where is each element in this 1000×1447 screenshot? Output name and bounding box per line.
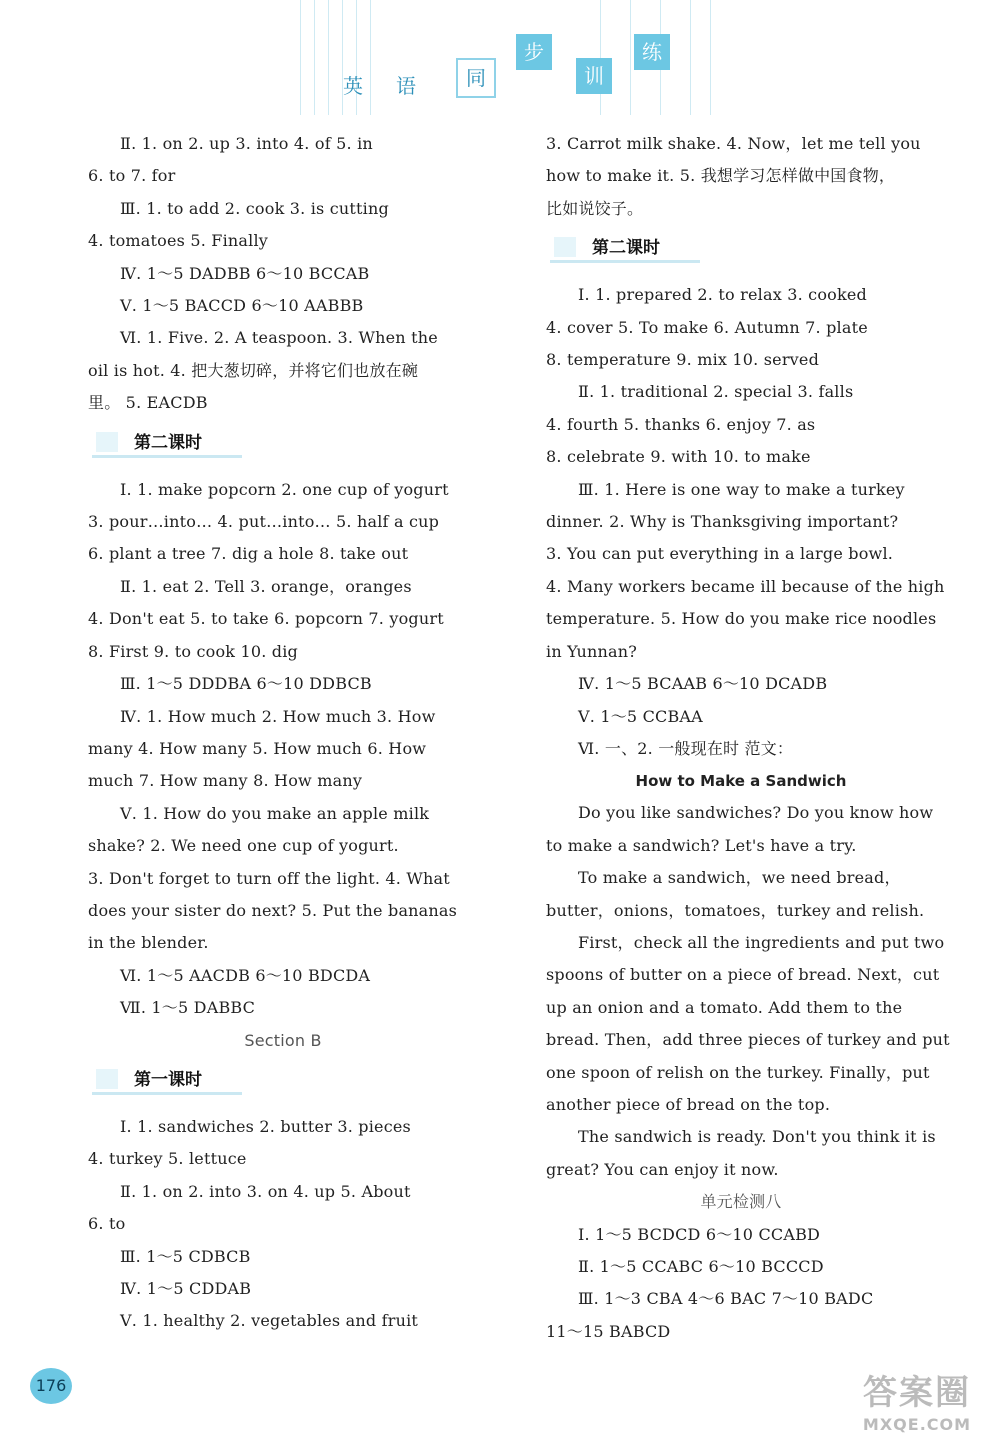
lesson-heading	[546, 229, 936, 269]
answer-line: in the blender.	[88, 933, 209, 953]
answer-line: how to make it. 5. 我想学习怎样做中国食物，	[546, 166, 896, 186]
answer-line: Ⅴ. 1. healthy 2. vegetables and fruit	[120, 1311, 419, 1331]
answer-line: Ⅲ. 1～5 CDBCB	[120, 1246, 251, 1266]
answer-line: Ⅳ. 1～5 DADBB 6～10 BCCAB	[120, 263, 370, 283]
answer-line: 4. tomatoes 5. Finally	[88, 231, 269, 251]
answer-line: 4. fourth 5. thanks 6. enjoy 7. as	[546, 414, 816, 434]
watermark-text: 答案圈	[863, 1373, 971, 1413]
answer-line: Ⅶ. 1～5 DABBC	[120, 998, 256, 1018]
answer-line: 6. to	[88, 1214, 126, 1234]
answer-line: Ⅲ. 1～5 DDDBA 6～10 DDBCB	[120, 674, 372, 694]
answer-line: Ⅲ. 1～3 CBA 4～6 BAC 7～10 BADC	[578, 1289, 874, 1309]
essay-line: another piece of bread on the top.	[546, 1094, 831, 1114]
answer-line: 4. turkey 5. lettuce	[88, 1149, 247, 1169]
answer-line: Ⅴ. 1～5 CCBAA	[578, 706, 703, 726]
header-char-lian: 练	[634, 34, 670, 70]
answer-line: temperature. 5. How do you make rice noodles	[546, 609, 937, 629]
answer-line: 4. Don't eat 5. to take 6. popcorn 7. yogurt	[88, 609, 444, 629]
answer-line: 8. temperature 9. mix 10. served	[546, 350, 820, 370]
unit-test-label: 单元检测八	[700, 1192, 782, 1212]
essay-line: one spoon of relish on the turkey. Finally，put	[546, 1062, 930, 1082]
answer-line: much 7. How many 8. How many	[88, 771, 363, 791]
essay-line: butter，onions，tomatoes，turkey and relish.	[546, 900, 925, 920]
answer-line: Ⅰ. 1. make popcorn 2. one cup of yogurt	[120, 479, 449, 499]
essay-line: bread. Then，add three pieces of turkey and put	[546, 1030, 950, 1050]
page-number: 176	[30, 1368, 72, 1404]
section-label: Section B	[244, 1030, 322, 1050]
header-char-ying: 英	[343, 74, 363, 98]
answer-line: Ⅱ. 1. eat 2. Tell 3. orange，oranges	[120, 576, 412, 596]
answer-line: 比如说饺子。	[546, 198, 644, 218]
answer-line: Ⅱ. 1. on 2. up 3. into 4. of 5. in	[120, 134, 373, 153]
answer-line: Ⅳ. 1. How much 2. How much 3. How	[120, 706, 436, 726]
answer-line: Ⅳ. 1～5 BCAAB 6～10 DCADB	[578, 674, 828, 694]
answer-line: 11～15 BABCD	[546, 1321, 671, 1341]
essay-line: great? You can enjoy it now.	[546, 1159, 779, 1179]
answer-line: Ⅰ. 1. sandwiches 2. butter 3. pieces	[120, 1116, 411, 1136]
header-char-yu: 语	[396, 74, 416, 98]
answer-line: Ⅲ. 1. to add 2. cook 3. is cutting	[120, 198, 389, 218]
answer-line: shake? 2. We need one cup of yogurt.	[88, 836, 399, 856]
essay-line: To make a sandwich，we need bread，	[578, 868, 901, 888]
answer-line: 3. Carrot milk shake. 4. Now，let me tell you	[546, 134, 921, 153]
answer-line: Ⅴ. 1. How do you make an apple milk	[120, 803, 430, 823]
answer-line: Ⅱ. 1. traditional 2. special 3. falls	[578, 382, 854, 402]
essay-line: Do you like sandwiches? Do you know how	[578, 803, 934, 823]
answer-line: 6. to 7. for	[88, 166, 176, 186]
answer-line: 6. plant a tree 7. dig a hole 8. take out	[88, 544, 409, 564]
right-column	[546, 128, 950, 1348]
watermark-url: MXQE.COM	[862, 1415, 972, 1434]
answer-line: 里。 5. EACDB	[88, 393, 208, 413]
answer-line: Ⅱ. 1～5 CCABC 6～10 BCCCD	[578, 1257, 824, 1276]
answer-line: Ⅰ. 1. prepared 2. to relax 3. cooked	[578, 285, 867, 305]
header-char-tong: 同	[456, 58, 496, 98]
answer-line: Ⅵ. 1～5 AACDB 6～10 BDCDA	[120, 965, 371, 985]
lesson-heading	[88, 1061, 478, 1101]
answer-line: Ⅲ. 1. Here is one way to make a turkey	[578, 479, 905, 499]
answer-line: 3. pour…into… 4. put…into… 5. half a cup	[88, 512, 440, 532]
header-char-xun: 训	[576, 58, 612, 94]
answer-line: Ⅱ. 1. on 2. into 3. on 4. up 5. About	[120, 1181, 411, 1201]
answer-line: 8. First 9. to cook 10. dig	[88, 641, 298, 661]
answer-line: many 4. How many 5. How much 6. How	[88, 738, 427, 758]
answer-line: dinner. 2. Why is Thanksgiving important?	[546, 512, 899, 532]
left-column	[88, 128, 478, 1338]
lesson-heading-text: 第二课时	[134, 432, 202, 453]
answer-line: oil is hot. 4. 把大葱切碎，并将它们也放在碗	[88, 360, 419, 380]
essay-line: spoons of butter on a piece of bread. Next，cut	[546, 965, 940, 985]
essay-line: up an onion and a tomato. Add them to the	[546, 997, 903, 1017]
answer-line: 8. celebrate 9. with 10. to make	[546, 447, 811, 467]
answer-line: 3. You can put everything in a large bowl.	[546, 544, 894, 564]
essay-line: First，check all the ingredients and put two	[578, 932, 945, 952]
answer-line: Ⅴ. 1～5 BACCD 6～10 AABBB	[120, 296, 364, 316]
lesson-heading-text: 第一课时	[134, 1069, 202, 1090]
answer-line: in Yunnan?	[546, 641, 638, 661]
lesson-heading-text: 第二课时	[592, 238, 660, 259]
page-header	[0, 0, 1000, 115]
header-char-bu: 步	[516, 34, 552, 70]
answer-line: 4. Many workers became ill because of the high	[546, 576, 945, 596]
answer-line: 4. cover 5. To make 6. Autumn 7. plate	[546, 317, 868, 337]
answer-line: Ⅵ. 1. Five. 2. A teaspoon. 3. When the	[120, 328, 438, 348]
lesson-heading	[88, 424, 478, 464]
essay-line: The sandwich is ready. Don't you think it is	[578, 1127, 936, 1147]
watermark-logo	[842, 1371, 992, 1441]
answer-line: Ⅰ. 1～5 BCDCD 6～10 CCABD	[578, 1224, 821, 1244]
essay-title: How to Make a Sandwich	[635, 772, 847, 791]
answer-line: Ⅳ. 1～5 CDDAB	[120, 1279, 252, 1298]
answer-line: Ⅵ. 一、2. 一般现在时 范文：	[578, 738, 794, 758]
answer-line: does your sister do next? 5. Put the bananas	[88, 900, 458, 920]
essay-line: to make a sandwich? Let's have a try.	[546, 835, 857, 855]
answer-line: 3. Don't forget to turn off the light. 4. What	[88, 868, 450, 888]
